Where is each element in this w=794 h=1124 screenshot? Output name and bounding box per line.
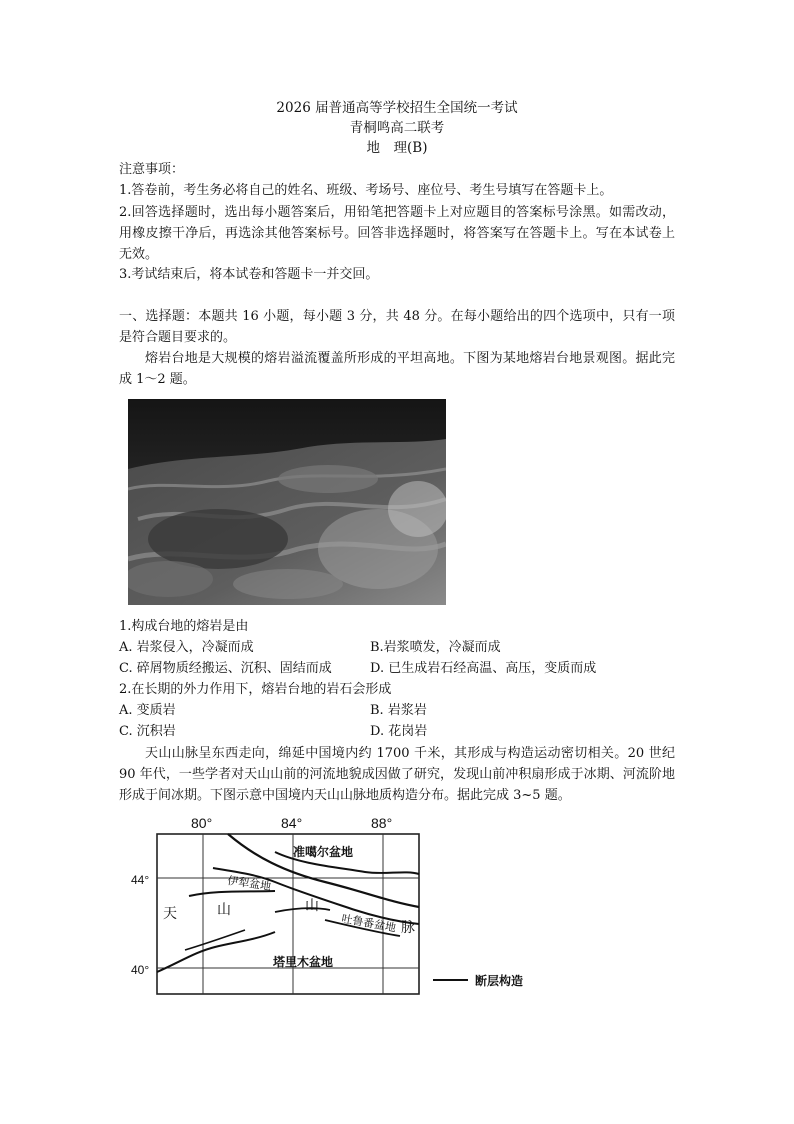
q2-option-c: C. 沉积岩 — [119, 724, 176, 739]
q2-option-d: D. 花岗岩 — [370, 724, 428, 739]
lat-label-40: 40° — [131, 963, 150, 977]
lon-label-84: 84° — [281, 815, 303, 831]
label-shan-1: 山 — [217, 901, 231, 917]
q1-option-d: D. 已生成岩石经高温、高压，变质而成 — [370, 661, 597, 676]
notice-item-3: 3.考试结束后，将本试卷和答题卡一并交回。 — [119, 267, 379, 282]
q2-option-b: B. 岩浆岩 — [370, 703, 427, 718]
tianshan-structure-map — [125, 812, 545, 1002]
lon-label-80: 80° — [191, 815, 213, 831]
q1-stem: 1.构成台地的熔岩是由 — [119, 619, 249, 634]
label-turpan-basin: 吐鲁番盆地 — [340, 913, 397, 935]
notice-heading: 注意事项： — [119, 162, 185, 177]
fault-line-5 — [275, 908, 330, 912]
subject-title: 地 理(B) — [366, 140, 428, 156]
lon-label-88: 88° — [371, 815, 393, 831]
label-junggar-basin: 准噶尔盆地 — [293, 845, 354, 859]
notice-item-2: 2.回答选择题时，选出每小题答案后，用铅笔把答题卡上对应题目的答案标号涂黑。如需改动，用橡皮擦干净后，再选涂其他答案标号。回答非选择题时，将答案写在答题卡上。写在本试卷上无效。 — [119, 205, 675, 262]
q1-option-b: B.岩浆喷发，冷凝而成 — [370, 640, 501, 655]
exam-subtitle: 青桐鸣高二联考 — [349, 120, 445, 136]
q2-stem: 2.在长期的外力作用下，熔岩台地的岩石会形成 — [119, 682, 392, 697]
exam-title: 2026 届普通高等学校招生全国统一考试 — [276, 100, 518, 116]
label-shan-2: 山 — [305, 897, 319, 913]
label-yili-basin: 伊犁盆地 — [226, 875, 272, 894]
label-mai: 脉 — [401, 919, 415, 935]
q1-option-c: C. 碎屑物质经搬运、沉积、固结而成 — [119, 661, 332, 676]
fault-line-7 — [157, 932, 275, 972]
notice-item-1: 1.答卷前，考生务必将自己的姓名、班级、考场号、座位号、考生号填写在答题卡上。 — [119, 183, 613, 198]
label-tarim-basin: 塔里木盆地 — [273, 955, 334, 969]
legend-fault-label: 断层构造 — [475, 974, 524, 988]
label-tian: 天 — [163, 905, 177, 921]
passage-2: 天山山脉呈东西走向，绵延中国境内约 1700 千米，其形成与构造运动密切相关。20 世纪 90 年代，一些学者对天山山前的河流地貌成因做了研究，发现山前冲积扇形成于冰期、河流阶地形成于间冰期。下图示意中国境内天山山脉地质构造分布。据此完成 3~5 题。 — [119, 746, 675, 803]
q1-option-a: A. 岩浆侵入，冷凝而成 — [119, 640, 254, 655]
passage-1: 熔岩台地是大规模的熔岩溢流覆盖所形成的平坦高地。下图为某地熔岩台地景观图。据此完成 1～2 题。 — [119, 351, 675, 387]
section-intro: 一、选择题：本题共 16 小题，每小题 3 分，共 48 分。在每小题给出的四个选项中，只有一项是符合题目要求的。 — [119, 309, 675, 345]
lat-label-44: 44° — [131, 873, 150, 887]
q2-option-a: A. 变质岩 — [119, 703, 176, 718]
lava-plateau-photo — [128, 399, 446, 605]
